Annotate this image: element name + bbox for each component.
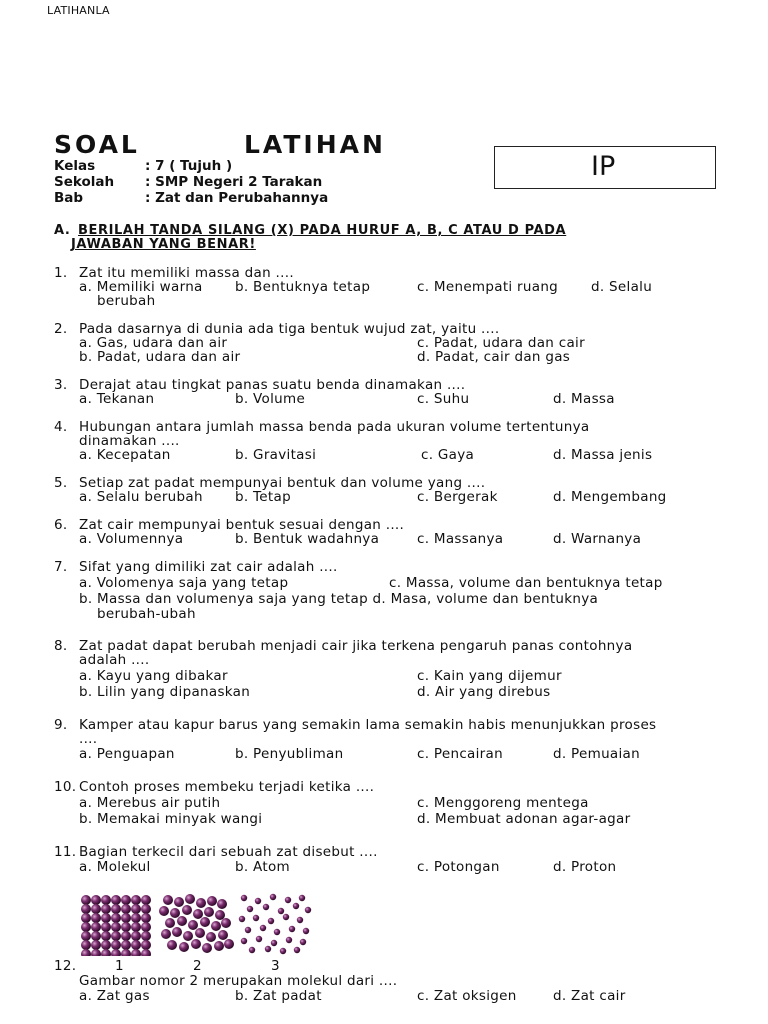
option-b: b. Lilin yang dipanaskan [79,684,251,700]
particle [221,918,231,928]
particle [297,917,303,923]
particle [111,922,121,932]
option-a: a. Molekul [79,859,151,875]
particle [204,907,214,917]
figure-label-1: 1 [115,958,124,974]
question-number: 7. [54,559,68,575]
particle [81,913,91,923]
question-text: Setiap zat padat mempunyai bentuk dan volume yang .... [79,475,486,491]
option-a: a. Zat gas [79,988,150,1004]
particle [131,922,141,932]
option-a: a. Volumennya [79,531,184,547]
option-d: d. Membuat adonan agar-agar [417,811,631,827]
question-text: Zat cair mempunyai bentuk sesuai dengan .... [79,517,405,533]
option-b: b. Bentuk wadahnya [235,531,380,547]
option-d: d. Mengembang [553,489,667,505]
option-a: a. Tekanan [79,391,155,407]
option-d: d. Pemuaian [553,746,640,762]
particle [239,916,245,922]
particle [245,927,251,933]
particle [195,928,205,938]
question-text-cont: adalah .... [79,652,150,668]
option-a: a. Penguapan [79,746,175,762]
question-text-cont: dinamakan .... [79,433,180,449]
particle [241,895,247,901]
particle [200,917,210,927]
particle [305,907,311,913]
option-continuation: berubah-ubah [97,606,196,622]
particle [111,913,121,923]
option-b: b. Padat, udara dan air [79,349,241,365]
particle [81,922,91,932]
question-text-cont: .... [79,731,98,747]
particle [256,936,262,942]
particle [131,949,141,956]
particle [247,906,253,912]
option-a: a. Kecepatan [79,447,171,463]
particle [163,895,173,905]
option-b: b. Volume [235,391,306,407]
particle [101,922,111,932]
particle [91,904,101,914]
particle [111,895,121,905]
particle [300,939,306,945]
particle [285,897,291,903]
option-a: a. Kayu yang dibakar [79,668,228,684]
option-b: b. Penyubliman [235,746,344,762]
question-number: 5. [54,475,68,491]
question-text: Gambar nomor 2 merupakan molekul dari .... [79,973,398,989]
particle [294,947,300,953]
particle [224,939,234,949]
option-c: c. Gaya [421,447,475,463]
particle [263,904,269,910]
particle [280,948,286,954]
particle [211,921,221,931]
particle [270,894,276,900]
option-a: a. Merebus air putih [79,795,221,811]
particle [191,939,201,949]
particle [141,913,151,923]
option-continuation: berubah [97,293,156,309]
question-text: Kamper atau kapur barus yang semakin lama semakin habis menunjukkan proses [79,717,657,733]
particle [293,903,299,909]
option-c: c. Menempati ruang [417,279,559,295]
particle [81,895,91,905]
question-text: Contoh proses membeku terjadi ketika .... [79,779,375,795]
sekolah-label: Sekolah [54,174,115,190]
subject-box [494,146,716,189]
particle [183,931,193,941]
particle [121,949,131,956]
title-latihan: LATIHAN [244,130,386,159]
particle [241,938,247,944]
particle [131,904,141,914]
particle [207,896,217,906]
figure-label-2: 2 [193,958,202,974]
particle [131,895,141,905]
option-b: b. Atom [235,859,290,875]
particle [91,895,101,905]
particle [174,897,184,907]
gas-particles-image [239,894,311,954]
option-c: c. Padat, udara dan cair [417,335,585,351]
particle [196,898,206,908]
option-b: b. Memakai minyak wangi [79,811,263,827]
particle [278,908,284,914]
running-header: LATIHANLA [47,4,110,17]
particle [121,940,131,950]
particle [91,922,101,932]
particle [121,904,131,914]
particle [265,946,271,952]
particle [177,916,187,926]
particle [121,931,131,941]
option-b: b. Zat padat [235,988,322,1004]
particle [215,910,225,920]
particle [111,904,121,914]
question-number: 10. [54,779,77,795]
particle [81,904,91,914]
kelas-label: Kelas [54,158,96,174]
option-d: d. Massa jenis [553,447,653,463]
particle [141,922,151,932]
particle [274,929,280,935]
bab-value: : Zat dan Perubahannya [145,190,329,206]
question-number: 11. [54,844,77,860]
particle [193,909,203,919]
figure-label-3: 3 [271,958,280,974]
option-c: c. Zat oksigen [417,988,517,1004]
particle [131,931,141,941]
option-d: d. Padat, cair dan gas [417,349,571,365]
particle [185,894,195,904]
question-number: 6. [54,517,68,533]
question-text: Pada dasarnya di dunia ada tiga bentuk wujud zat, yaitu .... [79,321,500,337]
particle [121,913,131,923]
option-c: c. Menggoreng mentega [417,795,589,811]
option-a: a. Memiliki warna [79,279,203,295]
particle [121,922,131,932]
particle [91,949,101,956]
particle [170,908,180,918]
particle [101,895,111,905]
sekolah-value: : SMP Negeri 2 Tarakan [145,174,323,190]
particle [303,928,309,934]
solid-particles-image [81,895,151,956]
particle [101,913,111,923]
option-a: a. Volomenya saja yang tetap [79,575,289,591]
particle [188,920,198,930]
particle [111,949,121,956]
option-d: d. Massa [553,391,615,407]
question-text: Zat padat dapat berubah menjadi cair jika terkena pengaruh panas contohnya [79,638,633,654]
subject-box-text: IP [591,151,616,182]
particle [91,913,101,923]
particle [111,931,121,941]
particle [141,904,151,914]
bab-label: Bab [54,190,84,206]
particle [179,942,189,952]
particle [165,918,175,928]
option-b: b. Tetap [235,489,291,505]
question-number: 9. [54,717,68,733]
particle-arrangement-figure [78,892,318,956]
option-c: c. Massanya [417,531,504,547]
particle [202,943,212,953]
particle [91,931,101,941]
option-c: c. Massa, volume dan bentuknya tetap [389,575,663,591]
option-c: c. Pencairan [417,746,503,762]
particle [111,940,121,950]
particle [159,906,169,916]
title-soal: SOAL [54,130,140,159]
particle [283,914,289,920]
question-text: Zat itu memiliki massa dan .... [79,265,294,281]
question-number: 2. [54,321,68,337]
section-a-prefix: A. [54,223,71,238]
particle [81,949,91,956]
particle [249,947,255,953]
particle [81,940,91,950]
particle [217,899,227,909]
particle [218,930,228,940]
particle [206,932,216,942]
particle [260,925,266,931]
particle [121,895,131,905]
particle [101,904,111,914]
particle [141,895,151,905]
particle [131,940,141,950]
question-text: Derajat atau tingkat panas suatu benda dinamakan .... [79,377,466,393]
question-number: 4. [54,419,68,435]
particle [253,915,259,921]
particle [141,940,151,950]
question-number: 1. [54,265,68,281]
particle [81,931,91,941]
option-b-and-d: b. Massa dan volumenya saja yang tetap d. Masa, volume dan bentuknya [79,591,599,607]
particle [101,931,111,941]
option-b: b. Bentuknya tetap [235,279,371,295]
particle [286,937,292,943]
option-d: d. Air yang direbus [417,684,551,700]
particle [101,940,111,950]
question-text: Hubungan antara jumlah massa benda pada ukuran volume tertentunya [79,419,590,435]
option-c: c. Kain yang dijemur [417,668,562,684]
section-a-line2: JAWABAN YANG BENAR! [71,237,256,252]
particle [141,949,151,956]
particle [91,940,101,950]
question-text: Sifat yang dimiliki zat cair adalah .... [79,559,338,575]
question-number: 3. [54,377,68,393]
particle [182,905,192,915]
question-text: Bagian terkecil dari sebuah zat disebut .... [79,844,378,860]
liquid-particles-image [159,894,234,953]
particle [255,898,261,904]
particle [172,927,182,937]
option-a: a. Selalu berubah [79,489,203,505]
kelas-value: : 7 ( Tujuh ) [145,158,233,174]
option-c: c. Suhu [417,391,470,407]
particle [101,949,111,956]
option-c: c. Bergerak [417,489,498,505]
particle [161,929,171,939]
particle [141,931,151,941]
particle [271,940,277,946]
option-d: d. Proton [553,859,617,875]
option-a: a. Gas, udara dan air [79,335,228,351]
section-a-line1: BERILAH TANDA SILANG (X) PADA HURUF A, B, C ATAU D PADA [78,223,567,238]
option-c: c. Potongan [417,859,500,875]
particle [268,918,274,924]
particle [131,913,141,923]
particle [214,941,224,951]
particle [299,895,305,901]
particle [167,940,177,950]
option-d: d. Zat cair [553,988,626,1004]
option-d: d. Selalu [591,279,653,295]
particle [289,926,295,932]
question-number: 12. [54,958,77,974]
option-d: d. Warnanya [553,531,642,547]
question-number: 8. [54,638,68,654]
option-b: b. Gravitasi [235,447,317,463]
